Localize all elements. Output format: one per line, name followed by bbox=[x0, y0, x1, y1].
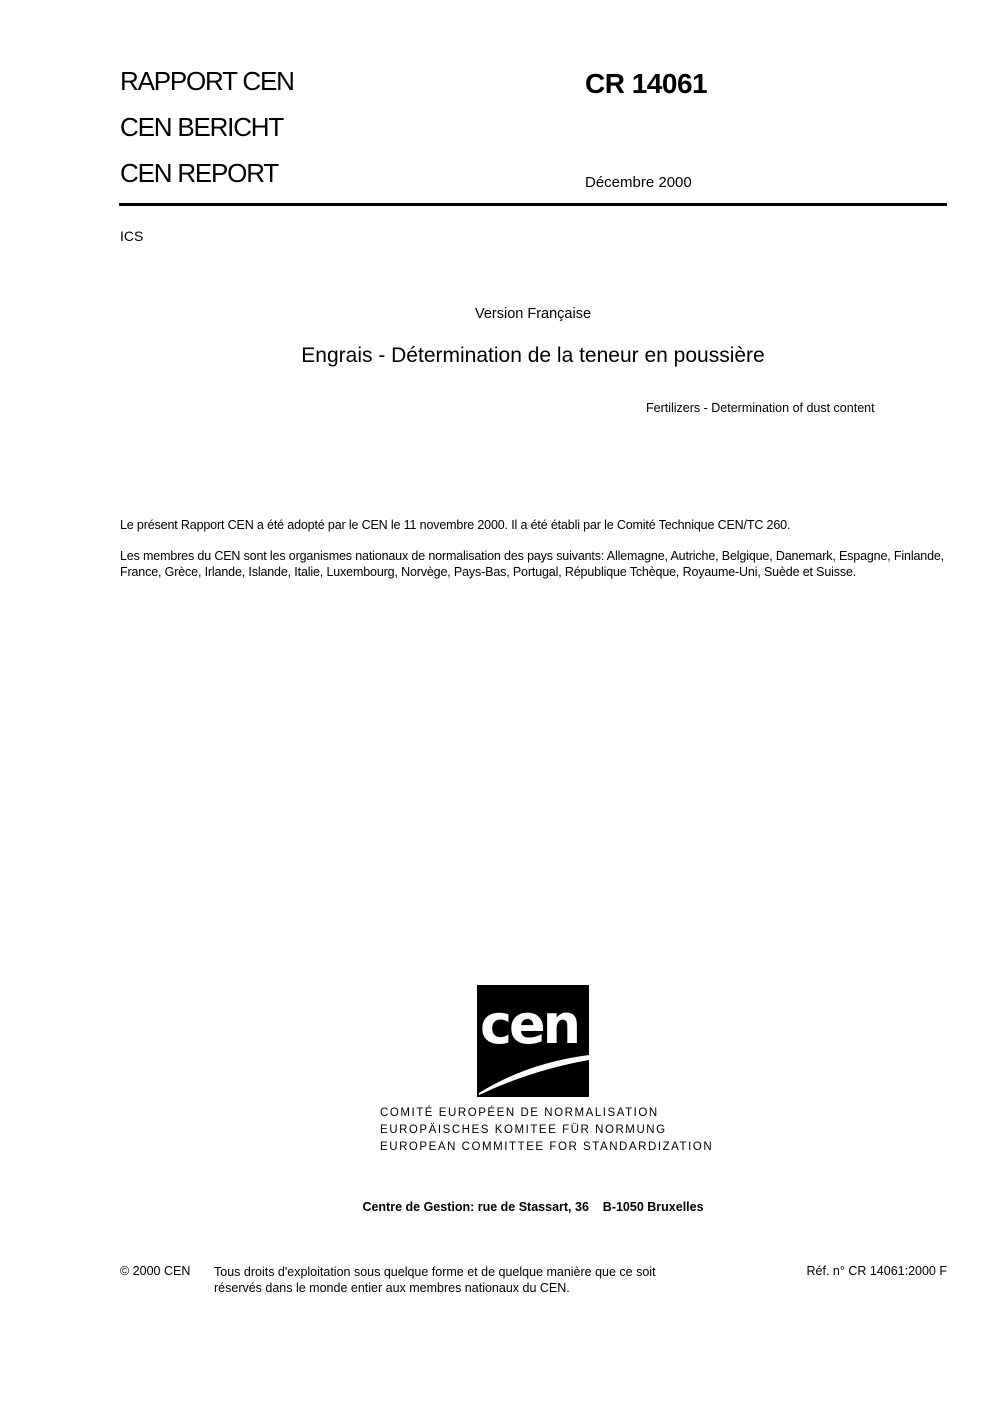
management-centre-address: Centre de Gestion: rue de Stassart, 36 B-1050 Bruxelles bbox=[362, 1200, 704, 1214]
committee-name-en: EUROPEAN COMMITTEE FOR STANDARDIZATION bbox=[380, 1141, 714, 1153]
document-number: CR 14061 bbox=[585, 68, 708, 99]
report-type-de: CEN BERICHT bbox=[120, 112, 284, 142]
copyright: © 2000 CEN bbox=[120, 1264, 191, 1278]
ics-label: ICS bbox=[120, 228, 144, 244]
report-type-en: CEN REPORT bbox=[120, 158, 278, 188]
members-paragraph: Les membres du CEN sont les organismes nationaux de normalisation des pays suivants: Allemagne, Autriche, Belgique, Danemark, Espagne, Finlande, France, Grèce, Irlande, Islande, Italie, Luxembourg, Norvège, Pays-Bas, Portugal, République Tchèque, Royaume-Uni, Suède et Suisse. bbox=[120, 549, 945, 579]
adoption-paragraph: Le présent Rapport CEN a été adopté par le CEN le 11 novembre 2000. Il a été établi par le Comité Technique CEN/TC 260. bbox=[120, 518, 791, 532]
cen-logo bbox=[477, 985, 589, 1097]
english-title: Fertilizers - Determination of dust content bbox=[646, 401, 875, 415]
report-type-fr: RAPPORT CEN bbox=[120, 66, 294, 96]
version-label: Version Française bbox=[474, 306, 592, 322]
header-rule bbox=[119, 203, 947, 206]
document-title: Engrais - Détermination de la teneur en poussière bbox=[301, 344, 765, 367]
committee-name-fr: COMITÉ EUROPÉEN DE NORMALISATION bbox=[380, 1107, 659, 1119]
rights-notice: Tous droits d'exploitation sous quelque forme et de quelque manière que ce soit réservés dans le monde entier aux membres nationaux du CEN. bbox=[214, 1265, 656, 1295]
cen-logo-text: cen bbox=[480, 993, 579, 1056]
publication-date: Décembre 2000 bbox=[585, 174, 692, 191]
reference-number: Réf. n° CR 14061:2000 F bbox=[806, 1264, 947, 1278]
committee-name-de: EUROPÄISCHES KOMITEE FÜR NORMUNG bbox=[380, 1124, 667, 1136]
